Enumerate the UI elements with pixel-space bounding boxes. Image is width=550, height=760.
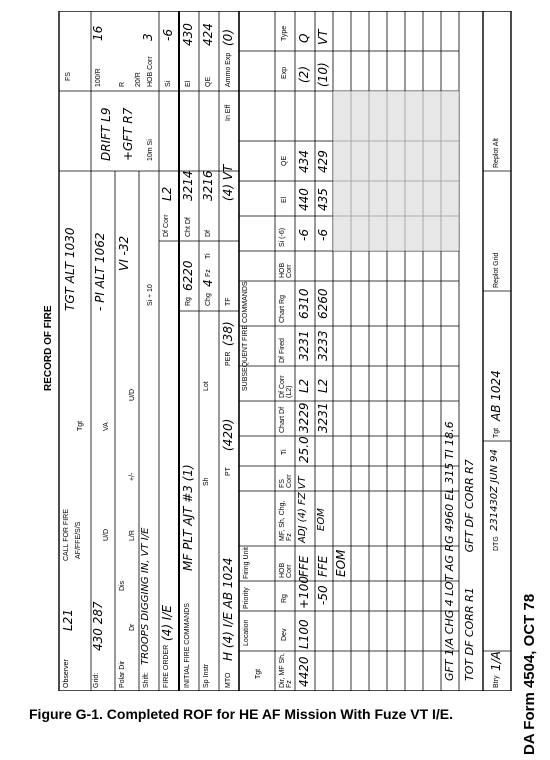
rg-value: 6220 <box>181 260 195 291</box>
cell-df-corr: L2 <box>316 378 330 393</box>
cell-exp: (10) <box>316 62 330 87</box>
df-label: Df <box>205 230 212 237</box>
r-label: R <box>119 81 126 87</box>
pt-label: PT <box>225 467 232 476</box>
el-value: 430 <box>181 23 195 46</box>
cell-hob: FFE <box>297 555 311 577</box>
col-priority: Priority <box>243 587 250 609</box>
cht-df-label: Cht Df <box>185 217 192 237</box>
table-row <box>316 11 334 691</box>
col-hob-corr: HOB Corr <box>279 562 293 578</box>
cell-rg: +100 <box>297 576 311 609</box>
col-chart-rg: Chart Rg <box>279 294 286 323</box>
dtg-label: DTG <box>493 536 500 551</box>
df-corr-label: Df Corr <box>163 214 170 237</box>
note-line-2: TOT DF CORR R1 GFT DF CORR R7 <box>463 459 476 681</box>
note-line-1: GFT 1/A CHG 4 LOT AG RG 4960 EL 315 TI 18.6 <box>443 421 456 681</box>
cell-df-fired: 3231 <box>297 330 311 361</box>
va-label: VA <box>103 422 110 431</box>
lr-label: L/R <box>129 530 136 541</box>
per-value: (38) <box>221 321 235 346</box>
col-df-fired: Df Fired <box>279 338 286 363</box>
tgt-footer-label: Tgt <box>493 427 500 438</box>
vi-value: VI -32 <box>117 235 131 271</box>
cell-si: -6 <box>316 229 330 241</box>
col-ti: Ti <box>281 449 288 455</box>
drift-value: DRIFT L9 <box>99 107 113 161</box>
cell-chart-df: 3229 <box>297 402 311 433</box>
ti-label: Ti <box>205 253 212 259</box>
rg-label: Rg <box>185 297 192 306</box>
cell-chart-rg: 6310 <box>297 288 311 319</box>
si-div-label: Si ÷ 10 <box>147 284 154 306</box>
tgt-footer-value: AB 1024 <box>489 370 503 421</box>
cell-hob: FFE <box>316 555 330 577</box>
col-rg: Rg <box>281 594 288 603</box>
pt-value: (420) <box>221 418 235 451</box>
affe-label: AF/FFE/S/S <box>75 521 82 559</box>
cell-df-corr: L2 <box>297 378 311 393</box>
col-mf-sh: MF, Sh, Chg, Fz <box>279 500 293 541</box>
cell-dir: 4420 <box>297 656 311 687</box>
gft-value: +GFT R7 <box>121 107 135 161</box>
col-type: Type <box>281 25 288 41</box>
fire-order-value: (4) I/E <box>160 605 174 641</box>
grid-value: 430 287 <box>91 601 105 651</box>
cell-rg: -50 <box>316 585 330 605</box>
col-si: Si (-6) <box>279 227 286 247</box>
table-row <box>297 11 315 691</box>
ud-label-2: U/D <box>129 388 136 401</box>
replot-grid-label: Replot Grid <box>493 252 500 288</box>
cell-qe: 434 <box>297 150 311 173</box>
tf-label: TF <box>225 297 232 306</box>
col-hob: HOB Corr <box>279 262 293 278</box>
subsequent-label: SUBSEQUENT FIRE COMMANDS <box>242 281 249 391</box>
hob-corr-value: 3 <box>141 33 155 41</box>
si-label: Si <box>165 80 172 87</box>
cell-el: 435 <box>316 188 330 211</box>
initial-fire-commands-label: INITIAL FIRE COMMANDS <box>184 603 191 688</box>
chg-value: 4 <box>201 279 215 287</box>
observer-label: Observer <box>63 659 70 688</box>
chg-label: Chg <box>205 293 212 306</box>
ten-m-si-label: 10m Si <box>147 139 154 161</box>
tgt-label: Tgt <box>77 420 84 431</box>
cell-mf: EOM <box>316 508 327 531</box>
ud-label: U/D <box>103 528 110 541</box>
cell-exp: (2) <box>297 66 311 83</box>
dr-label: Dr <box>129 623 136 631</box>
hundred-r-label: 100/R <box>95 68 102 87</box>
sp-instr-label: Sp Instr <box>203 663 210 688</box>
cell-hob: EOM <box>334 549 348 577</box>
col-qe: QE <box>281 155 288 166</box>
col-location: Location <box>243 619 250 646</box>
ammo-exp-value: (0) <box>221 29 235 46</box>
qe-label: QE <box>205 76 212 87</box>
qe-value: 424 <box>201 23 215 46</box>
cell-type: Q <box>297 33 311 43</box>
fs-label: FS <box>65 72 72 81</box>
hob-corr-label: HOB Corr <box>147 56 154 87</box>
replot-alt-label: Replot Alt <box>493 138 500 168</box>
shift-label: Shift: <box>143 672 150 688</box>
twenty-r-label: 20/R <box>135 72 142 87</box>
per-label: PER <box>225 351 232 366</box>
in-eff-label: In Eff <box>225 104 232 121</box>
record-of-fire-form <box>43 11 513 691</box>
col-fs-corr: FS Corr <box>279 474 293 488</box>
in-eff-value: (4) VT <box>221 164 235 201</box>
ammo-exp-label: Ammo Exp <box>225 52 232 87</box>
btry-label: Btry <box>493 675 500 688</box>
col-dir-mf: Dir, MF Sh, Fz <box>279 652 293 688</box>
cell-el: 440 <box>297 188 311 211</box>
col-exp: Exp <box>281 66 288 79</box>
el-label: El <box>185 80 192 87</box>
plus-minus-label: +/- <box>129 472 136 481</box>
btry-value: 1/A <box>489 651 503 671</box>
cell-type: VT <box>316 29 330 45</box>
cell-dev: L100 <box>297 619 311 649</box>
polar-dir-label: Polar Dir <box>119 660 126 688</box>
cht-df-value: 3214 <box>181 170 195 201</box>
df-fired-value: 3216 <box>201 170 215 201</box>
shift-value: TROOPS DIGGING IN, VT I/E <box>140 527 151 665</box>
mto-value: H (4) I/E AB 1024 <box>221 557 235 661</box>
dtg-value: 231430Z JUN 94 <box>489 449 500 531</box>
grid-label: Grid: <box>93 672 100 688</box>
form-identifier <box>521 560 545 760</box>
cell-chart-rg: 6260 <box>316 288 330 319</box>
tgt-alt: TGT ALT 1030 <box>63 227 77 311</box>
fz-label: Fz <box>205 269 212 277</box>
mto-label: MTO <box>225 672 232 688</box>
call-for-fire-label: CALL FOR FIRE <box>63 509 70 561</box>
col-tgt: Tgt <box>255 668 262 679</box>
si-value: -6 <box>161 29 175 41</box>
col-chart-df: Chart Df <box>279 406 286 433</box>
figure-caption: Figure G-1. Completed ROF for HE AF Mission With Fuze VT I/E. <box>29 706 454 722</box>
hundred-r-value: 16 <box>91 25 105 41</box>
cell-mf: ADJ (4) FZ VT <box>297 476 308 543</box>
cell-chart-df: 3231 <box>316 402 330 433</box>
observer-value: L21 <box>61 609 75 631</box>
fire-order-label: FIRE ORDER <box>163 644 170 688</box>
col-firing-unit: Firing Unit <box>243 547 250 579</box>
cell-si: -6 <box>297 229 311 241</box>
col-df-corr: Df Corr (L2) <box>279 375 293 398</box>
dis-label: Dis <box>119 580 126 591</box>
mf-value: MF PLT AJT #3 (1) <box>181 464 195 571</box>
cell-ti: 25.0 <box>297 436 311 463</box>
lot-label: Lot <box>203 381 210 391</box>
pi-alt: - PI ALT 1062 <box>93 232 107 311</box>
cell-qe: 429 <box>316 150 330 173</box>
table-row <box>334 11 352 691</box>
sh-label: Sh <box>203 477 210 486</box>
form-identifier-text: DA Form 4504, OCT 78 <box>521 593 538 755</box>
cell-df-fired: 3233 <box>316 330 330 361</box>
col-el: El <box>281 196 288 203</box>
col-dev: Dev <box>281 628 288 641</box>
df-corr-value: L2 <box>160 186 174 201</box>
form-title: RECORD OF FIRE <box>43 305 54 391</box>
